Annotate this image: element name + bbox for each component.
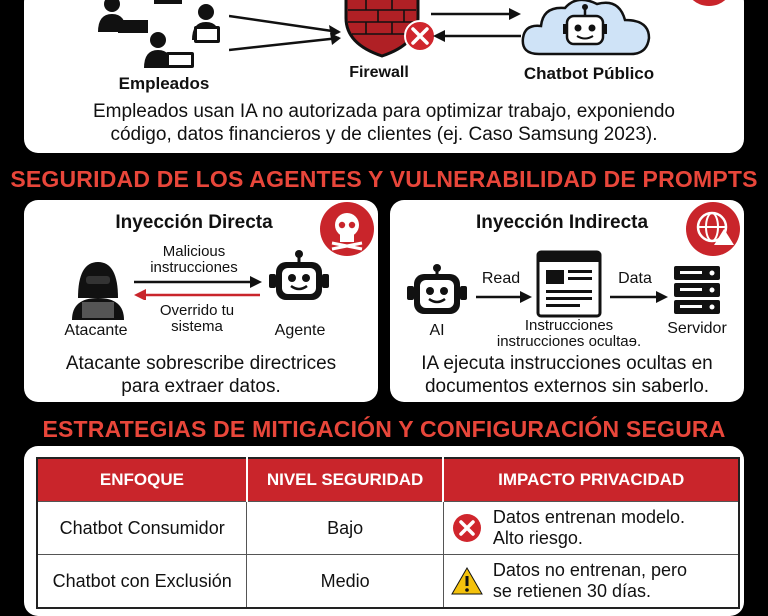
data-arrow	[608, 290, 670, 304]
mitigation-table	[36, 457, 740, 609]
warning-triangle-icon	[451, 566, 483, 596]
employees-label: Empleados	[118, 74, 210, 93]
cell-enfoque: Chatbot con Exclusión	[37, 555, 247, 609]
table-row	[37, 502, 739, 555]
cell-impacto: Datos entrenan modelo. Alto riesgo.	[443, 502, 739, 555]
server-label: Servidor	[667, 320, 727, 337]
globe-warning-icon	[682, 199, 744, 257]
injection-arrows	[132, 276, 264, 300]
column-header-nivel: NIVEL SEGURIDAD	[247, 458, 444, 502]
data-label: Data	[618, 270, 652, 287]
column-header-enfoque: ENFOQUE	[37, 458, 247, 502]
malicious-arrow-label: Malicious instrucciones	[150, 243, 238, 276]
firewall-shield-icon	[342, 0, 438, 58]
chatbot-label: Chatbot Público	[523, 64, 655, 83]
cell-impacto: Datos no entrenan, pero se retienen 30 días.	[443, 555, 739, 609]
arrows-to-chatbot	[429, 6, 524, 46]
server-icon	[672, 264, 722, 316]
shadow-ai-description: Empleados usan IA no autorizada para optimizar trabajo, exponiendo código, datos financieros y de clientes (ej. Caso Samsung 2023).	[93, 101, 675, 145]
cell-nivel: Medio	[247, 555, 444, 609]
section-heading-agents: SEGURIDAD DE LOS AGENTES Y VULNERABILIDAD DE PROMPTS	[10, 166, 758, 192]
document-label: Instrucciones instrucciones ocultaɘ.	[496, 317, 642, 350]
firewall-label: Firewall	[349, 64, 409, 81]
indirect-injection-description: IA ejecuta instrucciones ocultas en documentos externos sin saberlo.	[421, 353, 713, 397]
shadow-ai-card	[24, 0, 744, 153]
cell-nivel: Bajo	[247, 502, 444, 555]
cloud-chatbot-icon	[519, 0, 654, 56]
indirect-injection-title: Inyección Indirecta	[475, 212, 649, 233]
column-header-impacto: IMPACTO PRIVACIDAD	[443, 458, 739, 502]
read-arrow	[474, 290, 534, 304]
direct-injection-description: Atacante sobrescribe directrices para extraer datos.	[65, 353, 337, 397]
table-header-row	[37, 458, 739, 502]
error-x-icon	[451, 512, 483, 544]
direct-injection-card	[24, 200, 378, 402]
alert-badge-icon	[684, 0, 734, 6]
ai-label: AI	[429, 322, 445, 339]
document-icon	[536, 250, 602, 318]
employees-icon	[96, 0, 226, 68]
hacker-icon	[70, 258, 126, 320]
section-heading-mitigation: ESTRATEGIAS DE MITIGACIÓN Y CONFIGURACIÓN SEGURA	[42, 416, 726, 442]
direct-injection-title: Inyección Directa	[115, 212, 273, 233]
read-label: Read	[481, 270, 521, 287]
skull-icon	[316, 199, 378, 257]
agent-label: Agente	[274, 322, 326, 339]
indirect-injection-card	[390, 200, 744, 402]
attacker-label: Atacante	[64, 322, 128, 339]
cell-enfoque: Chatbot Consumidor	[37, 502, 247, 555]
arrows-to-firewall	[229, 8, 347, 68]
override-arrow-label: Overrido tu sistema	[159, 302, 235, 335]
ai-robot-icon	[406, 264, 468, 320]
robot-agent-icon	[268, 250, 330, 310]
